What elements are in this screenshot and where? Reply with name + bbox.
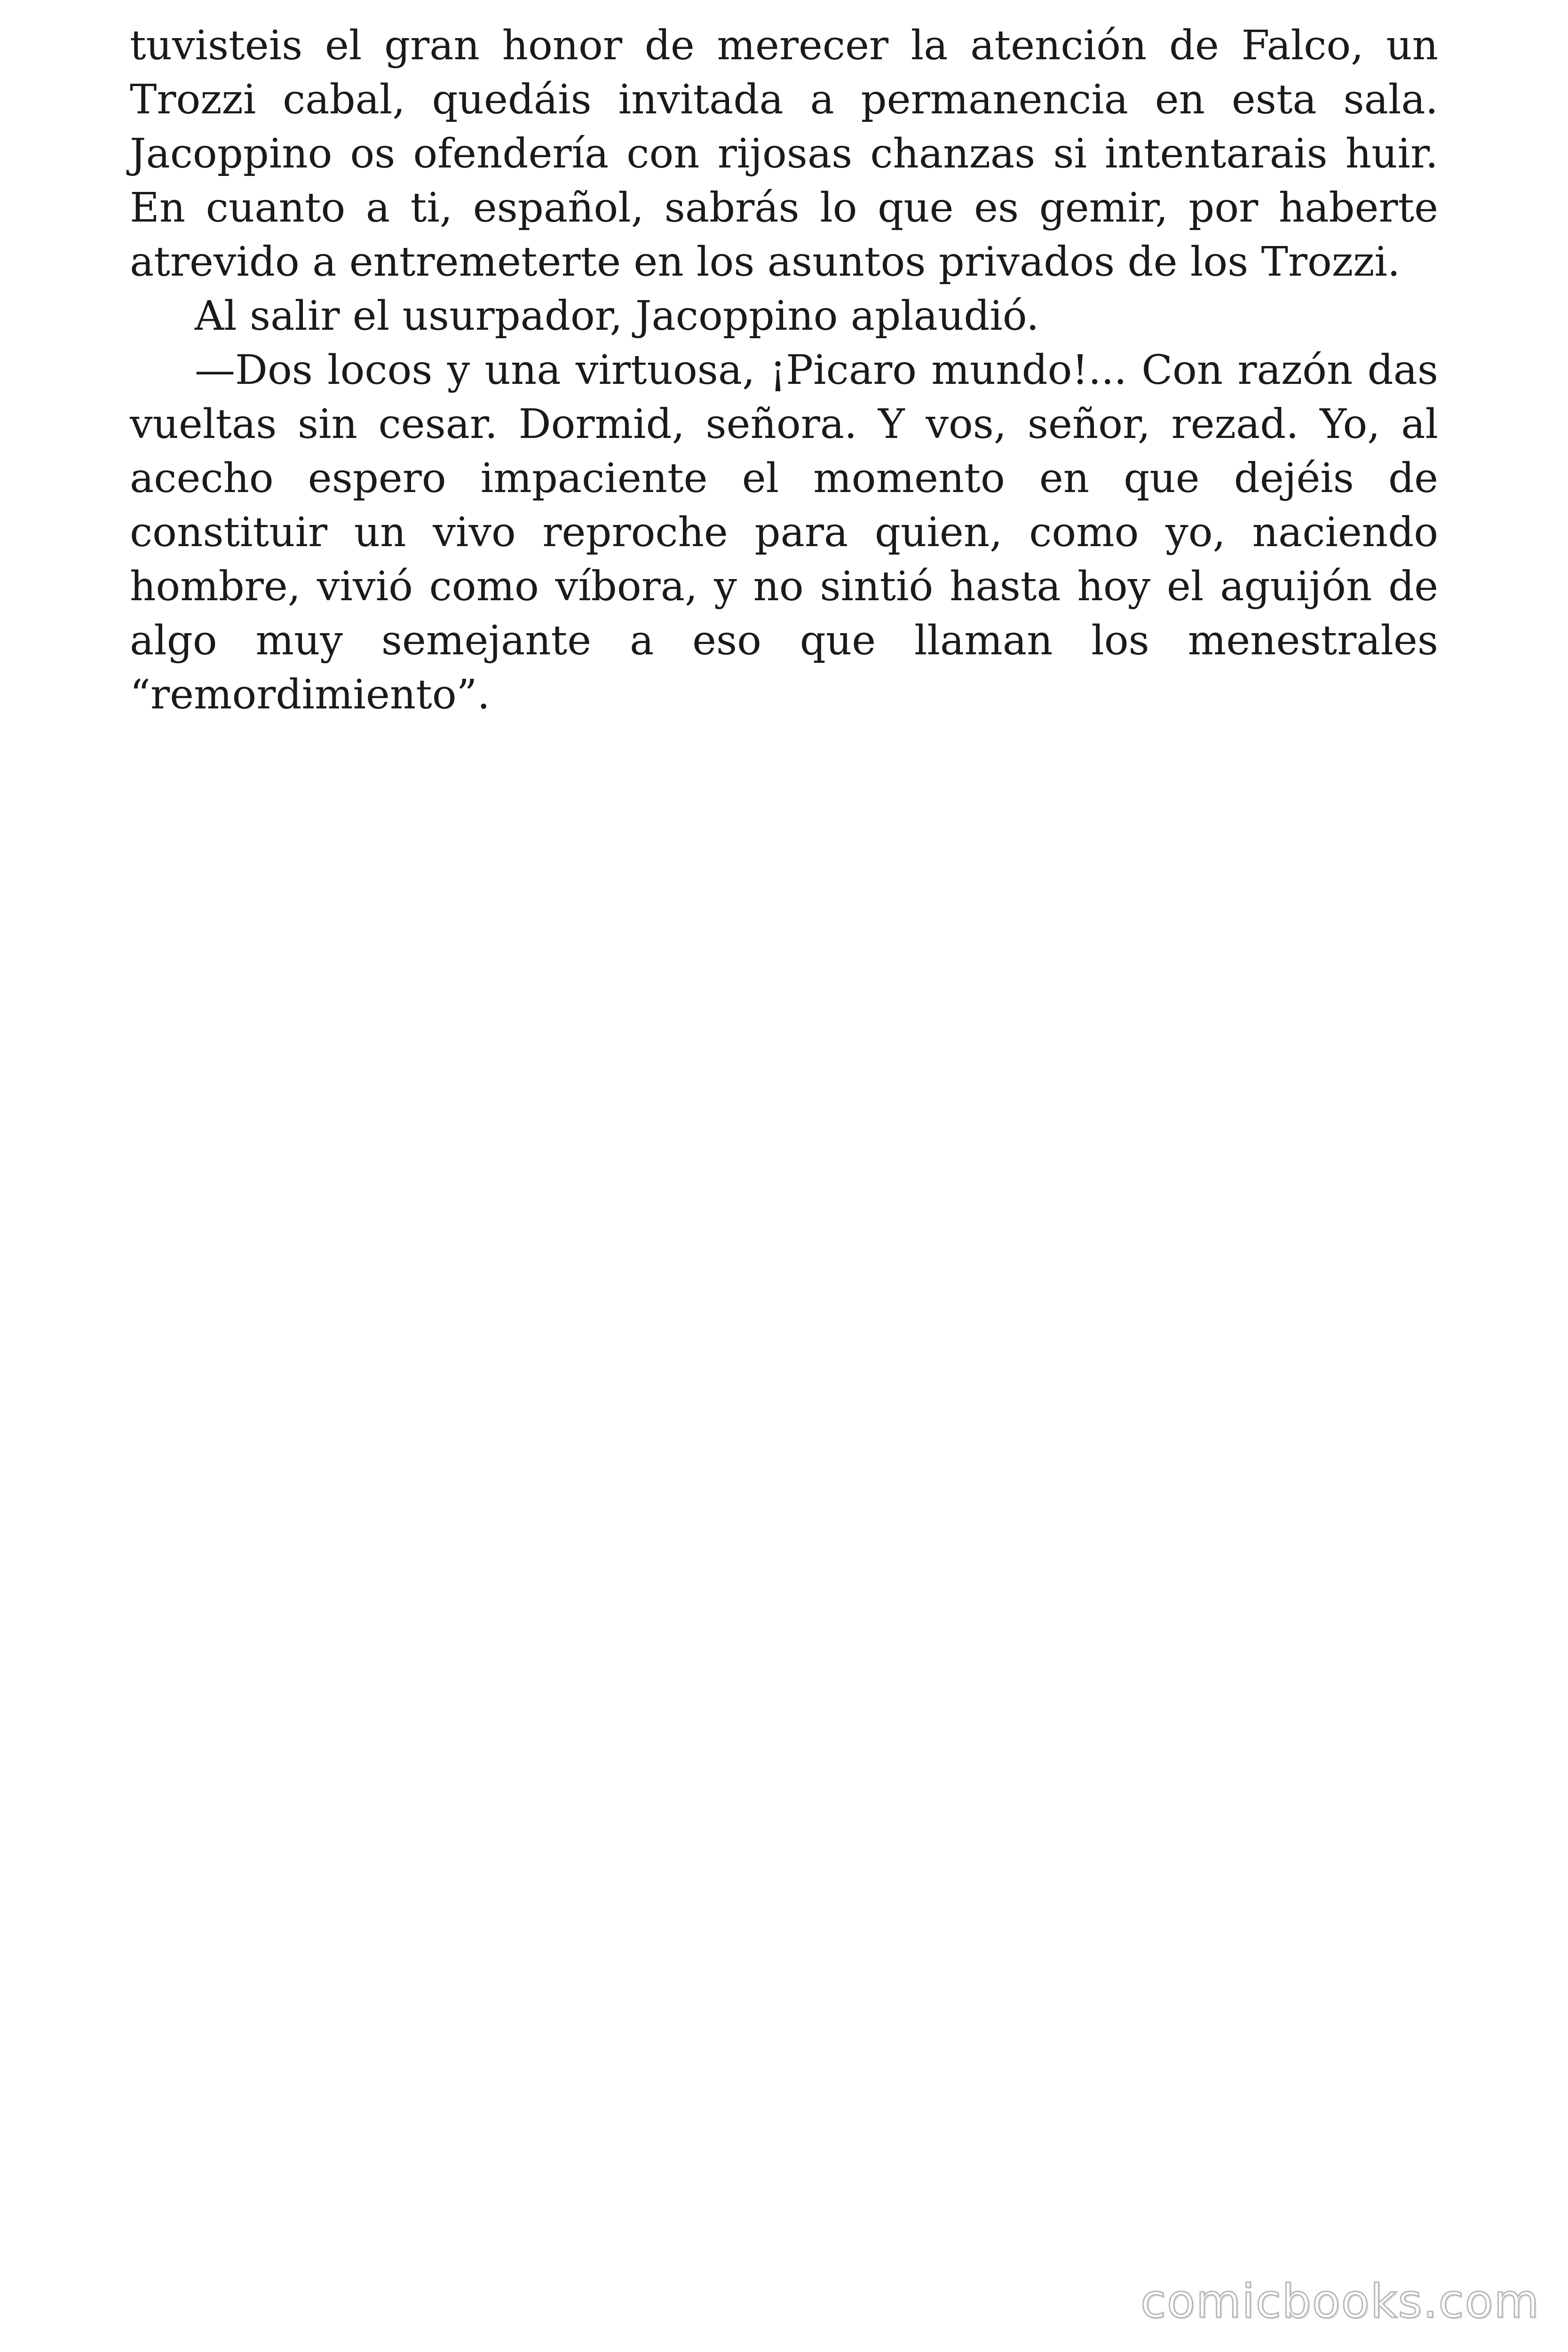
paragraph-narration: Al salir el usurpador, Jacoppino aplaudió. (195, 293, 1039, 340)
paragraph-continuation: tuvisteis el gran honor de merecer la atención de Falco, un Trozzi cabal, quedáis invitada a permanencia en esta sala. Jacoppino os ofendería con rijosas chanzas si intentarais huir. En cuanto a ti, español, sabrás lo que es gemir, por haberte atrevido a entremeterte en los asuntos privados de los Trozzi. (130, 22, 1438, 286)
site-watermark: comicbooks.com (1140, 2275, 1540, 2328)
page-body (130, 19, 1438, 722)
paragraph-dialogue: —Dos locos y una virtuosa, ¡Picaro mundo!... Con razón das vueltas sin cesar. Dormid, señora. Y vos, señor, rezad. Yo, al acecho espero impaciente el momento en que dejéis de constituir un vivo reproche para quien, como yo, naciendo hombre, vivió como víbora, y no sintió hasta hoy el aguijón de algo muy semejante a eso que llaman los menestrales “remordimiento”. (130, 347, 1438, 718)
